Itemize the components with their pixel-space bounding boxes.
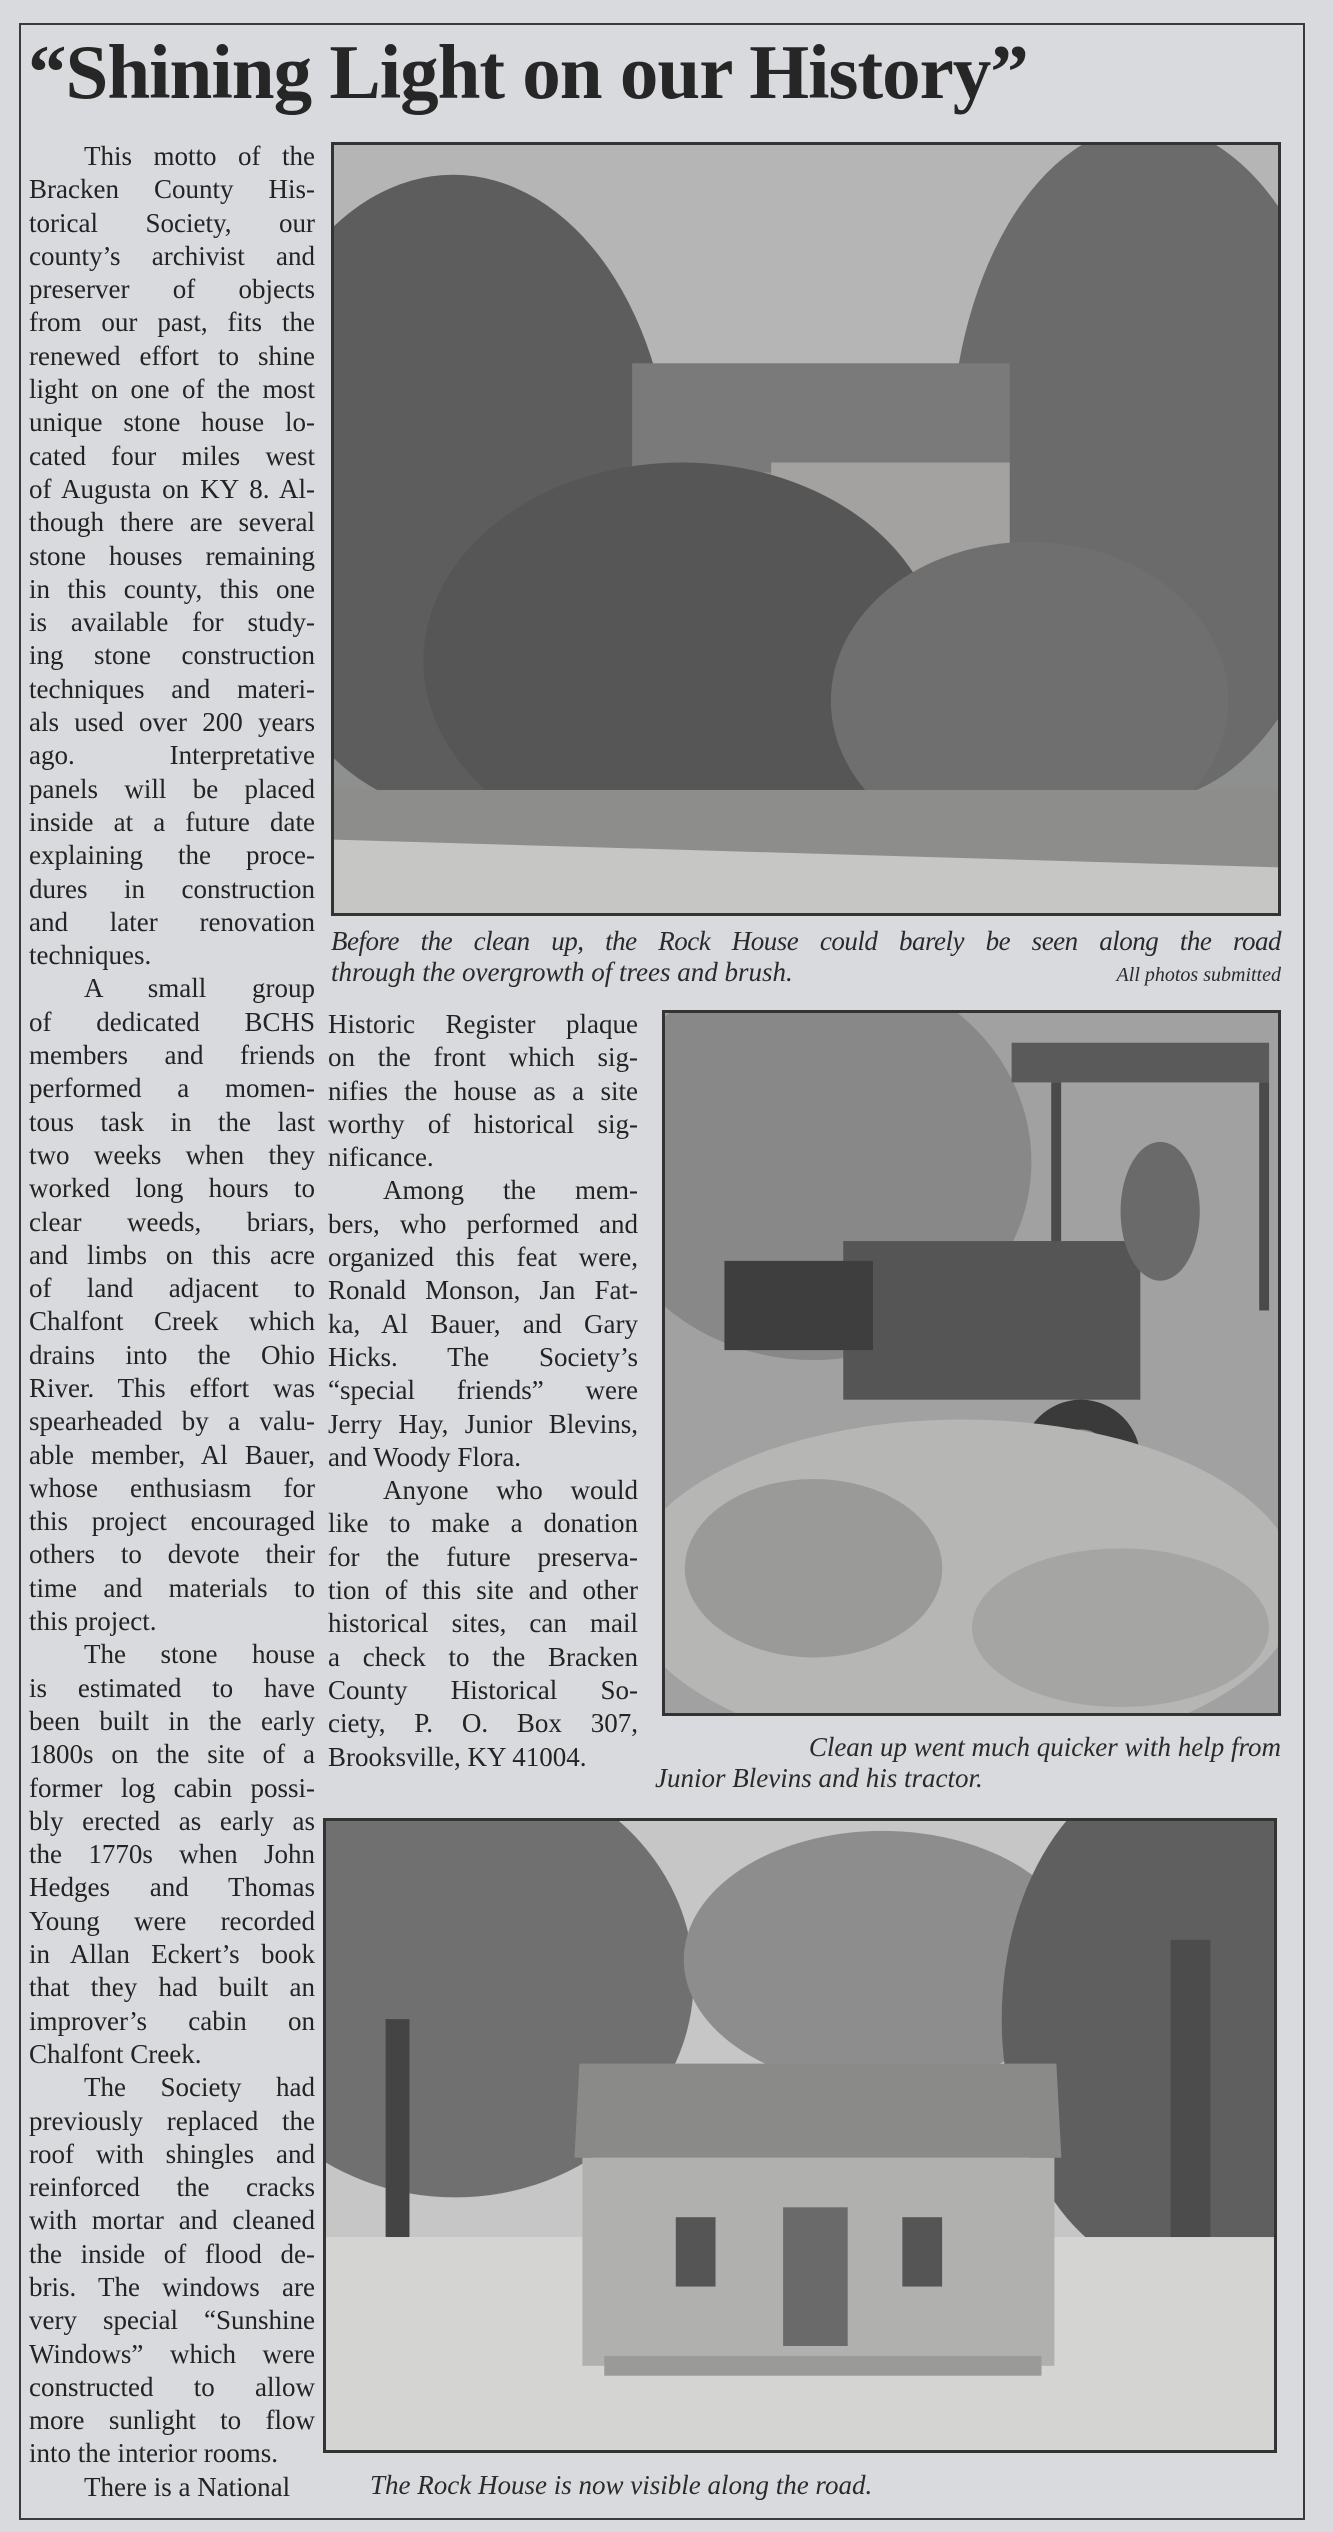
text-line: panels will be placed [29, 773, 315, 804]
text-line: Jerry Hay, Junior Blevins, [328, 1408, 638, 1439]
text-line: more sunlight to flow [29, 2405, 315, 2436]
text-line: dures in construction [29, 873, 315, 904]
paragraph [328, 1008, 638, 1174]
text-line: worked long hours to [29, 1173, 315, 1204]
text-line: worthy of historical sig- [328, 1108, 638, 1139]
text-line: tion of this site and other [328, 1575, 638, 1606]
text-line: Ronald Monson, Jan Fat- [328, 1275, 638, 1306]
text-line: Chalfont Creek which [29, 1306, 315, 1337]
text-line: with mortar and cleaned [29, 2205, 315, 2236]
text-line: Hedges and Thomas [29, 1872, 315, 1903]
text-line: the 1770s when John [29, 1839, 315, 1870]
text-line: constructed to allow [29, 2371, 315, 2402]
text-line: nifies the house as a site [328, 1075, 638, 1106]
text-line: A small group [84, 973, 315, 1004]
text-line: als used over 200 years [29, 707, 315, 738]
text-line: stone houses remaining [29, 540, 315, 571]
text-line: nificance. [328, 1142, 434, 1173]
text-line: county’s archivist and [29, 240, 315, 271]
photo2-caption-line1: Clean up went much quicker with help from [808, 1732, 1281, 1762]
photo2-caption [655, 1732, 1281, 1794]
paragraph [29, 140, 315, 972]
text-line: Anyone who would [383, 1475, 638, 1506]
text-line: members and friends [29, 1040, 315, 1071]
text-line: time and materials to [29, 1572, 315, 1603]
text-line: previously replaced the [29, 2105, 315, 2136]
text-line: whose enthusiasm for [29, 1472, 315, 1503]
photo3-caption: The Rock House is now visible along the road. [370, 2470, 873, 2500]
text-line: River. This effort was [29, 1372, 315, 1403]
text-line: a check to the Bracken [328, 1641, 638, 1672]
text-line: bers, who performed and [328, 1208, 638, 1239]
photo-tractor-cleanup [662, 1010, 1281, 1716]
text-line: The stone house [84, 1639, 315, 1670]
text-line: torical Society, our [29, 207, 315, 238]
text-line: is available for study- [29, 607, 315, 638]
text-line: been built in the early [29, 1705, 315, 1736]
text-line: roof with shingles and [29, 2138, 315, 2169]
photo1-caption [331, 926, 1281, 991]
text-line: bris. The windows are [29, 2272, 315, 2302]
text-line: organized this feat were, [328, 1242, 638, 1273]
text-line: This motto of the [84, 141, 315, 171]
text-line: improver’s cabin on [29, 2005, 315, 2036]
text-line: very special “Sunshine [29, 2305, 315, 2336]
article-headline: “Shining Light on our History” [28, 29, 1028, 115]
text-line: ing stone construction [29, 640, 315, 671]
text-line: There is a National [84, 2471, 291, 2502]
text-line: that they had built an [29, 1972, 315, 2003]
text-line: ago. Interpretative [29, 740, 315, 771]
text-line: Brooksville, KY 41004. [328, 1741, 587, 1772]
text-line: and limbs on this acre [29, 1239, 315, 1270]
text-line: of dedicated BCHS [29, 1006, 315, 1037]
text-line: light on one of the most [29, 374, 315, 405]
photo-cleared-rock-house [323, 1818, 1277, 2453]
text-line: in this county, this one [29, 573, 315, 604]
text-line: from our past, fits the [29, 307, 315, 338]
text-line: techniques and materi- [29, 673, 315, 704]
text-line: 1800s on the site of a [29, 1739, 315, 1770]
photo2-caption-line2: Junior Blevins and his tractor. [655, 1763, 983, 1793]
photo-overgrown-rock-house [331, 142, 1281, 916]
paragraph [29, 1638, 315, 2071]
text-line: for the future preserva- [328, 1541, 638, 1572]
text-line: of Augusta on KY 8. Al- [29, 473, 315, 504]
text-line: unique stone house lo- [29, 407, 315, 438]
left-text-column [29, 140, 315, 2504]
text-line: “special friends” were [328, 1375, 638, 1406]
text-line: bly erected as early as [29, 1805, 315, 1836]
text-line: and Woody Flora. [328, 1441, 522, 1472]
photo1-caption-line2: through the overgrowth of trees and brush. [331, 957, 793, 987]
text-line: Bracken County His- [29, 174, 315, 205]
text-line: this project encouraged [29, 1506, 315, 1537]
paragraph [29, 2071, 315, 2471]
text-line: former log cabin possi- [29, 1772, 315, 1803]
text-line: spearheaded by a valu- [29, 1406, 315, 1437]
text-line: two weeks when they [29, 1139, 315, 1170]
text-line: clear weeds, briars, [29, 1206, 315, 1237]
text-line: ciety, P. O. Box 307, [328, 1708, 638, 1739]
text-line: The Society had [84, 2072, 315, 2103]
text-line: renewed effort to shine [29, 340, 315, 371]
paragraph [328, 1174, 638, 1474]
text-line: in Allan Eckert’s book [29, 1939, 315, 1970]
text-line: of land adjacent to [29, 1273, 315, 1304]
text-line: Hicks. The Society’s [328, 1341, 638, 1372]
text-line: tous task in the last [29, 1106, 315, 1137]
text-line: ka, Al Bauer, and Gary [328, 1308, 638, 1339]
text-line: able member, Al Bauer, [29, 1439, 315, 1470]
paragraph [328, 1474, 638, 1774]
text-line: is estimated to have [29, 1672, 315, 1703]
text-line: cated four miles west [29, 440, 315, 471]
text-line: preserver of objects [29, 274, 315, 305]
text-line: and later renovation [29, 906, 315, 937]
text-line: Among the mem- [383, 1175, 638, 1206]
photo1-caption-line1: Before the clean up, the Rock House could barely be seen along the road [331, 926, 1281, 956]
text-line: though there are several [29, 507, 315, 538]
text-line: Young were recorded [29, 1905, 315, 1936]
text-line: the inside of flood de- [29, 2238, 315, 2269]
text-line: into the interior rooms. [29, 2438, 278, 2469]
text-line: reinforced the cracks [29, 2172, 315, 2203]
text-line: historical sites, can mail [328, 1608, 638, 1639]
text-line: performed a momen- [29, 1073, 315, 1104]
text-line: inside at a future date [29, 806, 315, 837]
text-line: explaining the proce- [29, 840, 315, 871]
photo-credit: All photos submitted [1116, 964, 1281, 986]
text-line: County Historical So- [328, 1674, 638, 1705]
text-line: Chalfont Creek. [29, 2038, 202, 2069]
paragraph [29, 2471, 315, 2504]
text-line: on the front which sig- [328, 1042, 638, 1073]
text-line: Windows” which were [29, 2338, 315, 2369]
text-line: others to devote their [29, 1539, 315, 1570]
text-line: drains into the Ohio [29, 1339, 315, 1370]
text-line: this project. [29, 1606, 157, 1637]
text-line: techniques. [29, 940, 152, 971]
middle-text-column [328, 1008, 638, 1774]
paragraph [29, 972, 315, 1638]
text-line: Historic Register plaque [328, 1009, 638, 1039]
text-line: like to make a donation [328, 1508, 638, 1539]
